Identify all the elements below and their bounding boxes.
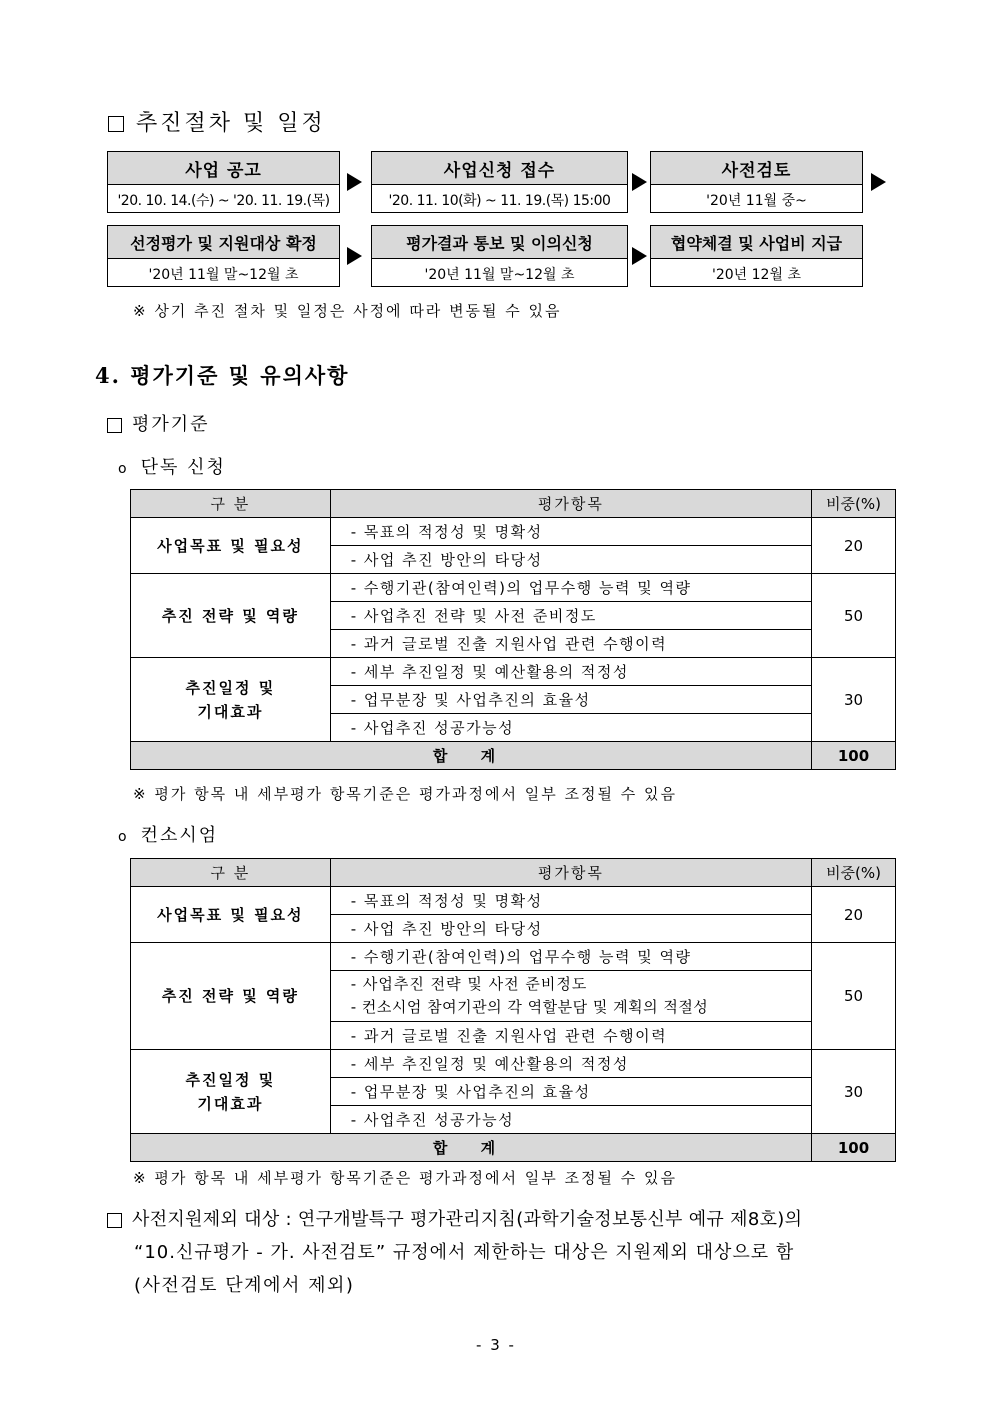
header-items: 평가항목 — [330, 859, 811, 887]
weight-cell: 50 — [812, 574, 896, 658]
step-box — [371, 151, 628, 213]
category-cell: 사업목표 및 필요성 — [131, 518, 331, 574]
step-box — [107, 225, 340, 287]
weight-cell: 30 — [812, 1050, 896, 1134]
arrow-right-icon — [347, 247, 362, 265]
step-title: 평가결과 통보 및 이의신청 — [372, 226, 627, 259]
step-title: 선정평가 및 지원대상 확정 — [108, 226, 339, 259]
item-cell: - 사업추진 전략 및 사전 준비정도 - 컨소시엄 참여기관의 각 역할분담 및 계획의 적절성 — [330, 971, 811, 1022]
weight-cell: 50 — [812, 943, 896, 1050]
procedure-heading: 추진절차 및 일정 — [108, 106, 326, 137]
criteria-table-single — [130, 489, 896, 770]
category-cell: 추진 전략 및 역량 — [131, 943, 331, 1050]
step-box — [650, 225, 863, 287]
table-header-row — [131, 490, 896, 518]
arrow-right-icon — [632, 173, 647, 191]
total-value: 100 — [812, 1134, 896, 1162]
criteria-heading: 평가기준 — [107, 410, 210, 436]
consortium-note: ※ 평가 항목 내 세부평가 항목기준은 평가과정에서 일부 조정될 수 있음 — [133, 1169, 677, 1187]
circle-bullet-icon: o — [118, 461, 129, 477]
weight-cell: 20 — [812, 518, 896, 574]
category-cell: 추진일정 및 기대효과 — [131, 658, 331, 742]
item-cell: - 사업추진 성공가능성 — [330, 714, 811, 742]
total-row — [131, 1134, 896, 1162]
item-cell: - 과거 글로벌 진출 지원사업 관련 수행이력 — [330, 1022, 811, 1050]
item-cell: - 사업 추진 방안의 타당성 — [330, 546, 811, 574]
item-cell: - 사업추진 성공가능성 — [330, 1106, 811, 1134]
table-row — [131, 887, 896, 915]
page-number: - 3 - — [476, 1336, 516, 1354]
table-row — [131, 1050, 896, 1078]
item-cell: - 세부 추진일정 및 예산활용의 적정성 — [330, 1050, 811, 1078]
item-cell: - 목표의 적정성 및 명확성 — [330, 518, 811, 546]
item-cell: - 과거 글로벌 진출 지원사업 관련 수행이력 — [330, 630, 811, 658]
item-cell: - 사업 추진 방안의 타당성 — [330, 915, 811, 943]
table-row — [131, 574, 896, 602]
step-title: 사전검토 — [651, 152, 862, 185]
weight-cell: 20 — [812, 887, 896, 943]
procedure-note: ※ 상기 추진 절차 및 일정은 사정에 따라 변동될 수 있음 — [133, 302, 562, 320]
item-cell: - 사업추진 전략 및 사전 준비정도 — [330, 602, 811, 630]
step-date: '20년 12월 초 — [712, 267, 801, 283]
step-date: '20. 11. 10(화) ~ 11. 19.(목) 15:00 — [388, 193, 611, 209]
circle-bullet-icon: o — [118, 829, 129, 845]
category-cell: 추진 전략 및 역량 — [131, 574, 331, 658]
total-value: 100 — [812, 742, 896, 770]
header-category: 구 분 — [131, 859, 331, 887]
table-row — [131, 943, 896, 971]
header-weight: 비중(%) — [812, 859, 896, 887]
header-category: 구 분 — [131, 490, 331, 518]
checkbox-icon — [108, 116, 124, 132]
total-row — [131, 742, 896, 770]
arrow-right-icon — [871, 173, 886, 191]
table-header-row — [131, 859, 896, 887]
step-title: 협약체결 및 사업비 지급 — [651, 226, 862, 259]
step-title: 사업신청 접수 — [372, 152, 627, 185]
header-weight: 비중(%) — [812, 490, 896, 518]
item-cell: - 수행기관(참여인력)의 업무수행 능력 및 역량 — [330, 943, 811, 971]
item-cell: - 업무분장 및 사업추진의 효율성 — [330, 686, 811, 714]
total-label: 합 계 — [131, 1134, 812, 1162]
table-row — [131, 658, 896, 686]
category-cell: 사업목표 및 필요성 — [131, 887, 331, 943]
step-date: '20년 11월 중~ — [706, 193, 807, 209]
step-box — [107, 151, 340, 213]
step-date: '20년 11월 말~12월 초 — [148, 267, 299, 283]
consortium-label: o 컨소시엄 — [118, 825, 219, 846]
criteria-table-consortium — [130, 858, 896, 1162]
step-date: '20. 10. 14.(수) ~ '20. 11. 19.(목) — [117, 193, 330, 209]
item-cell: - 수행기관(참여인력)의 업무수행 능력 및 역량 — [330, 574, 811, 602]
weight-cell: 30 — [812, 658, 896, 742]
single-label: o 단독 신청 — [118, 457, 226, 478]
arrow-right-icon — [632, 247, 647, 265]
checkbox-icon — [107, 1213, 122, 1228]
section-title: 4. 평가기준 및 유의사항 — [95, 363, 350, 388]
item-cell: - 세부 추진일정 및 예산활용의 적정성 — [330, 658, 811, 686]
item-cell: - 업무분장 및 사업추진의 효율성 — [330, 1078, 811, 1106]
category-cell: 추진일정 및 기대효과 — [131, 1050, 331, 1134]
item-cell: - 목표의 적정성 및 명확성 — [330, 887, 811, 915]
single-note: ※ 평가 항목 내 세부평가 항목기준은 평가과정에서 일부 조정될 수 있음 — [133, 785, 677, 803]
total-label: 합 계 — [131, 742, 812, 770]
step-title: 사업 공고 — [108, 152, 339, 185]
exclusion-paragraph: 사전지원제외 대상 : 연구개발특구 평가관리지침(과학기술정보통신부 예규 제8호)의 “10.신규평가 - 가. 사전검토” 규정에서 제한하는 대상은 지원제외 대상으로 함 (사전검토 단계에서 제외) — [107, 1203, 907, 1302]
arrow-right-icon — [347, 173, 362, 191]
header-items: 평가항목 — [330, 490, 811, 518]
step-date: '20년 11월 말~12월 초 — [424, 267, 575, 283]
step-box — [650, 151, 863, 213]
table-row — [131, 518, 896, 546]
step-box — [371, 225, 628, 287]
checkbox-icon — [107, 418, 122, 433]
